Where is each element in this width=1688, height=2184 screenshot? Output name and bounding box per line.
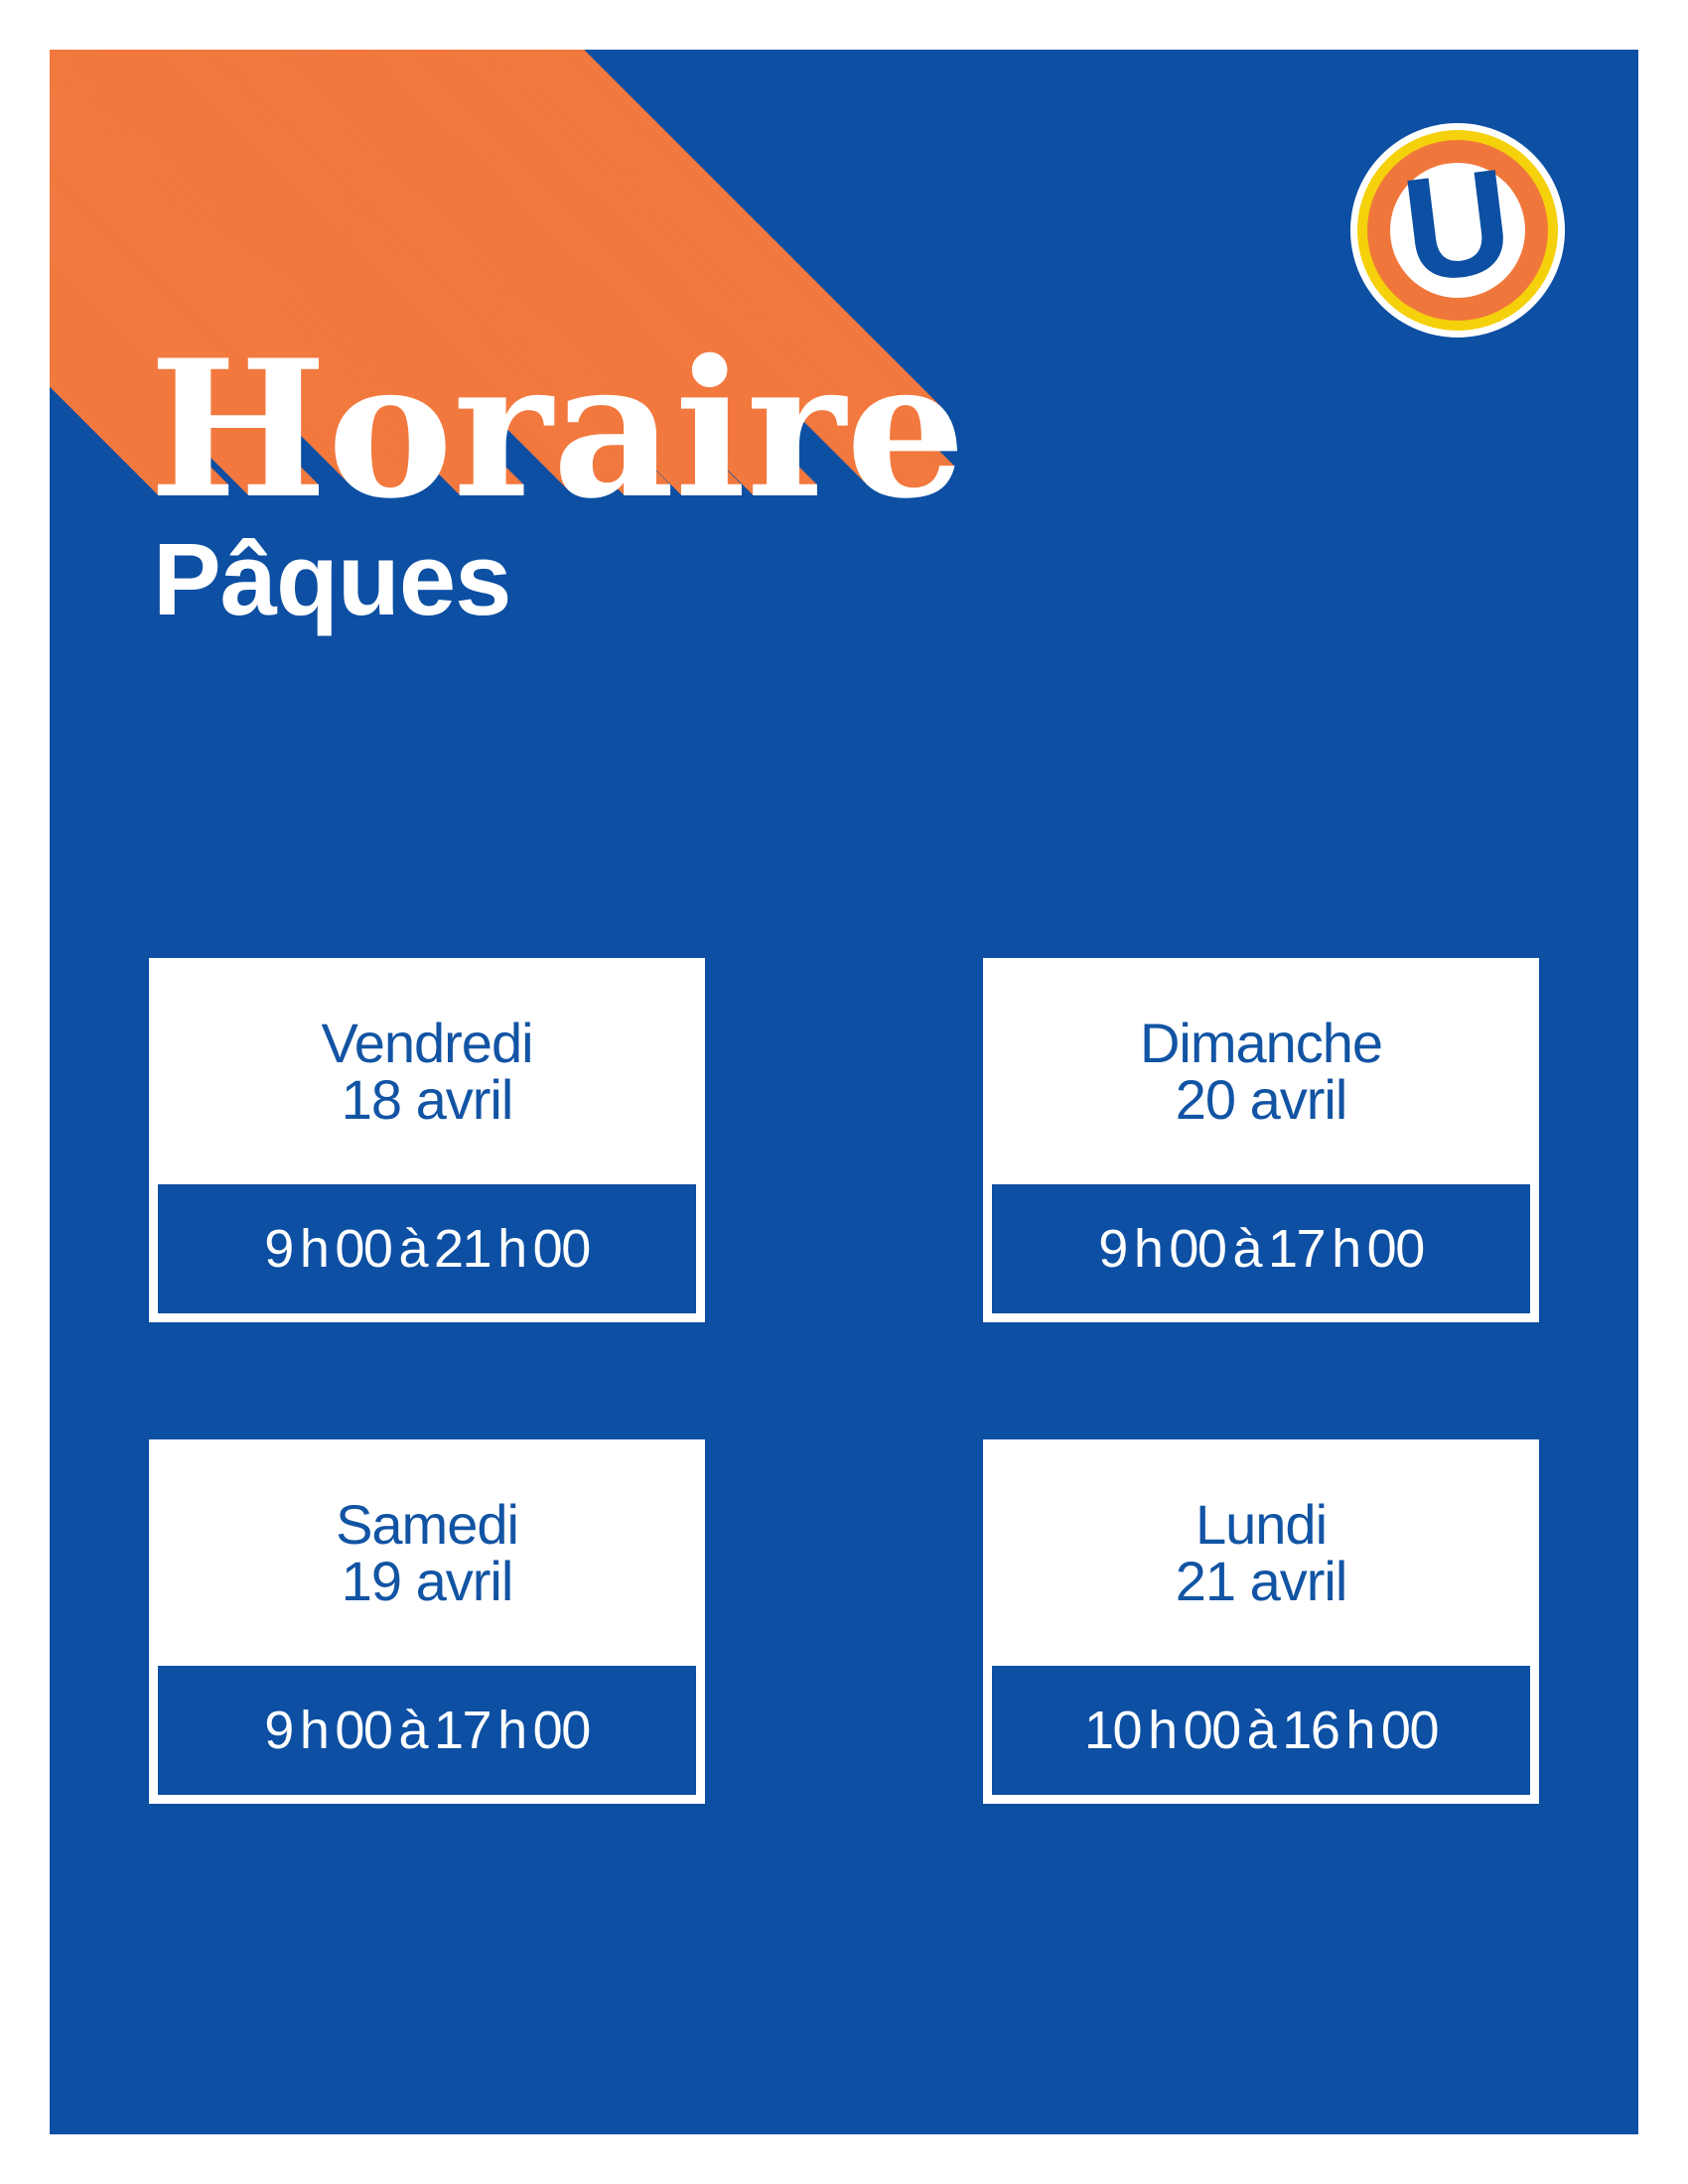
day-date: 18 avril — [341, 1068, 513, 1131]
logo-u-letter: U — [1394, 138, 1520, 314]
day-date: 20 avril — [1175, 1068, 1347, 1131]
card-day-label — [983, 1439, 1539, 1666]
schedule-card-samedi — [149, 1439, 705, 1804]
schedule-card-dimanche — [983, 958, 1539, 1322]
day-name: Vendredi — [321, 1012, 533, 1074]
page-subtitle: Pâques — [153, 522, 511, 636]
day-date: 21 avril — [1175, 1550, 1347, 1612]
hours-text: 9 h 00 à 17 h 00 — [1098, 1219, 1424, 1279]
hours-text: 9 h 00 à 21 h 00 — [264, 1219, 590, 1279]
card-hours-band — [992, 1184, 1530, 1313]
card-hours-band — [158, 1666, 696, 1795]
logo-white-disc — [1390, 138, 1525, 314]
schedule-card-vendredi — [149, 958, 705, 1322]
day-name: Dimanche — [1139, 1012, 1383, 1074]
hours-text: 10 h 00 à 16 h 00 — [1084, 1701, 1438, 1760]
u-brand-logo — [1350, 123, 1565, 338]
card-day-label — [149, 958, 705, 1184]
card-hours-band — [158, 1184, 696, 1313]
page-title: Horaire — [149, 319, 966, 540]
schedule-card-lundi — [983, 1439, 1539, 1804]
day-name: Samedi — [336, 1493, 518, 1556]
day-name: Lundi — [1195, 1493, 1328, 1556]
day-date: 19 avril — [341, 1550, 513, 1612]
card-day-label — [983, 958, 1539, 1184]
poster-background — [50, 50, 1638, 2134]
card-hours-band — [992, 1666, 1530, 1795]
hours-text: 9 h 00 à 17 h 00 — [264, 1701, 590, 1760]
card-day-label — [149, 1439, 705, 1666]
